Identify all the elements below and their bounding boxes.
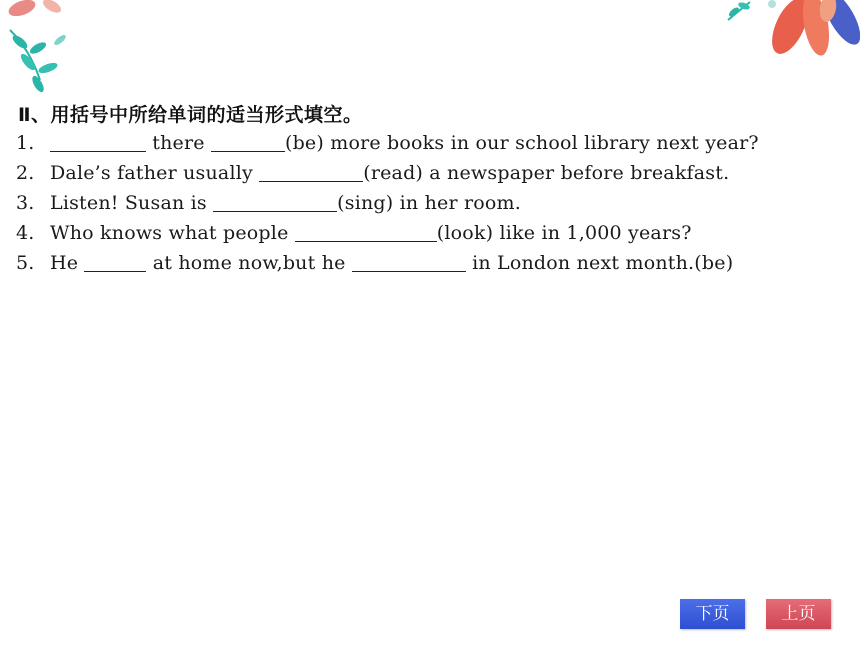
answer-blank[interactable] [211, 131, 285, 152]
exercise-heading: Ⅱ、用括号中所给单词的适当形式填空。 [18, 104, 363, 126]
next-page-button[interactable]: 下页 [680, 599, 745, 629]
question-number: 3. [16, 192, 35, 214]
question-text: at home now,but he [152, 252, 346, 274]
question-5 [16, 248, 846, 278]
question-text: Who knows what people [50, 222, 289, 244]
question-text: (sing) in her room. [337, 192, 521, 214]
answer-blank[interactable] [259, 161, 363, 182]
leaf-decoration-right [720, 0, 860, 70]
question-text: in London next month.(be) [472, 252, 734, 274]
answer-blank[interactable] [50, 131, 146, 152]
leaf-decoration-left [0, 0, 80, 95]
question-list [16, 128, 846, 278]
question-text: (read) a newspaper before breakfast. [363, 162, 730, 184]
question-text: (be) more books in our school library next year? [284, 132, 759, 154]
answer-blank[interactable] [295, 221, 437, 242]
question-text: Dale’s father usually [50, 162, 253, 184]
question-number: 5. [16, 252, 35, 274]
question-text: He [50, 252, 79, 274]
previous-page-button[interactable]: 上页 [766, 599, 831, 629]
question-3 [16, 188, 846, 218]
question-2 [16, 158, 846, 188]
answer-blank[interactable] [213, 191, 337, 212]
answer-blank[interactable] [84, 251, 146, 272]
question-1 [16, 128, 846, 158]
question-text: (look) like in 1,000 years? [436, 222, 692, 244]
question-number: 4. [16, 222, 35, 244]
question-text: there [152, 132, 205, 154]
answer-blank[interactable] [352, 251, 466, 272]
question-4 [16, 218, 846, 248]
question-text: Listen! Susan is [50, 192, 207, 214]
question-number: 1. [16, 132, 35, 154]
question-number: 2. [16, 162, 35, 184]
